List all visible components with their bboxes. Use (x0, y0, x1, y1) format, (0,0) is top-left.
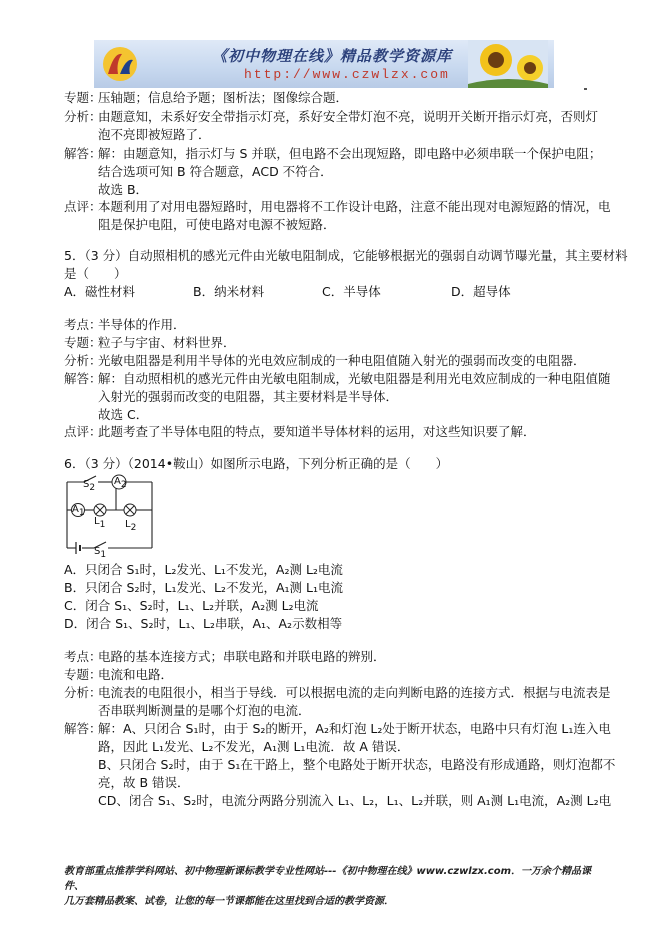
footer-line2: 几万套精品教案、试卷，让您的每一节课都能在这里找到合适的教学资源． (64, 896, 394, 907)
banner-title: 《初中物理在线》精品教学资源库 (212, 47, 453, 65)
q5-dianping: 此题考查了半导体电阻的特点，要知道半导体材料的运用，对这些知识要了解． (98, 424, 536, 439)
page-footer (64, 864, 604, 909)
banner-url: http://www.czwlzx.com (244, 67, 450, 82)
q4-dianping-line2: 阻是保护电阻，可使电路对电源不被短路． (98, 217, 336, 232)
q4-jieda-line2: 结合选项可知 B 符合题意，ACD 不符合． (98, 164, 333, 179)
circuit-label-a1: $A_1$ (72, 504, 85, 518)
q4-dianping-line1: 本题利用了对用电器短路时，用电器将不工作设计电路，注意不能出现对电源短路的情况，电 (98, 199, 611, 214)
sunflower-icon (468, 40, 548, 88)
label-fenxi: 分析： (64, 109, 102, 124)
q5-kaodian: 半导体的作用． (98, 317, 186, 332)
label-zhuanti: 专题： (64, 335, 102, 350)
q5-option-b: B．纳米材料 (193, 284, 265, 299)
footer-line1: 教育部重点推荐学科网站、初中物理新课标教学专业性网站---《初中物理在线》www.czwlzx.com．一万余个精品课件、 (64, 866, 592, 892)
label-kaodian: 考点： (64, 317, 102, 332)
q5-zhuanti: 粒子与宇宙、材料世界． (98, 335, 236, 350)
label-fenxi: 分析： (64, 353, 102, 368)
q5-jieda-line2: 入射光的强弱而改变的电阻器，其主要材料是半导体． (98, 389, 399, 404)
q6-jieda-line3: B、只闭合 S₂时，由于 S₁在干路上，整个电路处于断开状态，电路没有形成通路，则灯泡都不 (98, 757, 616, 772)
label-kaodian: 考点： (64, 649, 102, 664)
circuit-label-s1: $S_1$ (94, 546, 107, 560)
label-zhuanti: 专题： (64, 90, 102, 105)
q4-jieda-line1: 解：由题意知，指示灯与 S 并联，但电路不会出现短路，即电路中必须串联一个保护电阻； (98, 146, 602, 161)
q5-stem-line1: 5．（3 分）自动照相机的感光元件由光敏电阻制成，它能够根据光的强弱自动调节曝光量，其主要材料 (64, 248, 628, 263)
circuit-label-l2: $L_2$ (125, 519, 137, 533)
q6-jieda-line1: 解：A、只闭合 S₁时，由于 S₂的断开，A₂和灯泡 L₂处于断开状态，电路中只有灯泡 L₁连入电 (98, 721, 611, 736)
q5-stem-line2: 是（ ） (64, 266, 127, 281)
label-fenxi: 分析： (64, 685, 102, 700)
q6-fenxi-line1: 电流表的电阻很小，相当于导线．可以根据电流的走向判断电路的连接方式．根据与电流表是 (98, 685, 611, 700)
q6-option-c: C．闭合 S₁、S₂时，L₁、L₂并联，A₂测 L₂电流 (64, 598, 319, 613)
circuit-label-l1: $L_1$ (94, 516, 106, 530)
q5-option-a: A．磁性材料 (64, 284, 136, 299)
q6-jieda-line2: 路，因此 L₁发光、L₂不发光，A₁测 L₁电流．故 A 错误． (98, 739, 410, 754)
q6-option-b: B．只闭合 S₂时，L₁发光、L₂不发光，A₁测 L₁电流 (64, 580, 343, 595)
q5-option-d: D．超导体 (451, 284, 511, 299)
q5-fenxi: 光敏电阻器是利用半导体的光电效应制成的一种电阻值随入射光的强弱而改变的电阻器． (98, 353, 586, 368)
q6-fenxi-line2: 否串联判断测量的是哪个灯泡的电流． (98, 703, 311, 718)
q6-option-a: A．只闭合 S₁时，L₂发光、L₁不发光，A₂测 L₂电流 (64, 562, 343, 577)
q4-zhuanti: 压轴题；信息给予题；图析法；图像综合题． (98, 90, 349, 105)
header-banner (94, 40, 554, 88)
q6-jieda-line5: CD、闭合 S₁、S₂时，电流分两路分别流入 L₁、L₂，L₁、L₂并联，则 A₁测 L₁电流，A₂测 L₂电 (98, 793, 612, 808)
q4-fenxi-line2: 泡不亮即被短路了． (98, 127, 211, 142)
bullet-mark (584, 88, 587, 90)
q4-jieda-line3: 故选 B． (98, 182, 149, 197)
circuit-label-s2: $S_2$ (83, 479, 96, 493)
label-dianping: 点评： (64, 424, 102, 439)
q6-option-d: D．闭合 S₁、S₂时，L₁、L₂串联，A₁、A₂示数相等 (64, 616, 343, 631)
circuit-label-a2: $A_2$ (114, 476, 127, 490)
label-jieda: 解答： (64, 146, 102, 161)
label-jieda: 解答： (64, 371, 102, 386)
q5-jieda-line3: 故选 C． (98, 407, 149, 422)
label-jieda: 解答： (64, 721, 102, 736)
q6-kaodian: 电路的基本连接方式；串联电路和并联电路的辨别． (98, 649, 386, 664)
label-zhuanti: 专题： (64, 667, 102, 682)
q4-fenxi-line1: 由题意知，未系好安全带指示灯亮，系好安全带灯泡不亮，说明开关断开指示灯亮，否则灯 (98, 109, 599, 124)
q6-stem: 6．（3 分）（2014•鞍山）如图所示电路，下列分析正确的是（ ） (64, 456, 449, 471)
site-logo-icon (100, 44, 140, 84)
label-dianping: 点评： (64, 199, 102, 214)
q6-zhuanti: 电流和电路． (98, 667, 174, 682)
q6-jieda-line4: 亮，故 B 错误． (98, 775, 190, 790)
q5-option-c: C．半导体 (322, 284, 381, 299)
q5-jieda-line1: 解：自动照相机的感光元件由光敏电阻制成，光敏电阻器是利用光电效应制成的一种电阻值随 (98, 371, 611, 386)
